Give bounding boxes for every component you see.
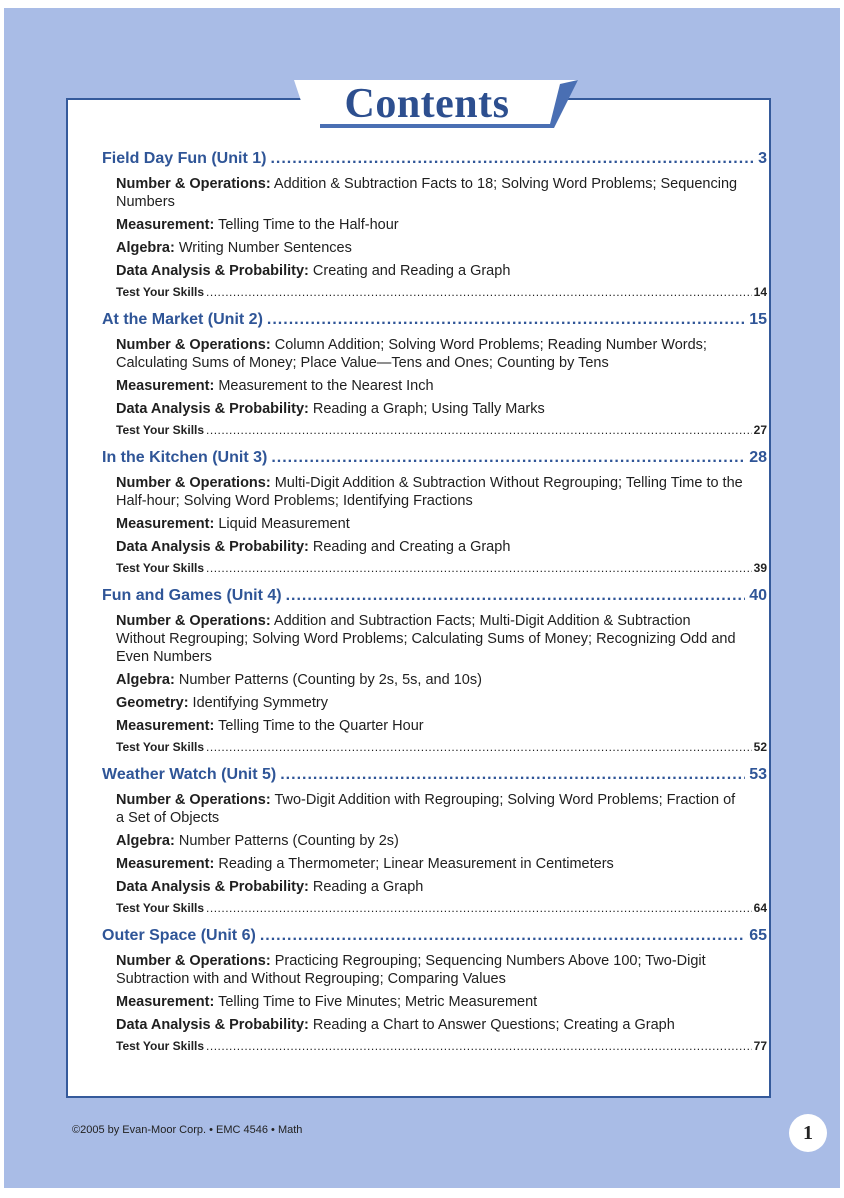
topic-text: Telling Time to Five Minutes; Metric Measurement — [214, 994, 538, 1010]
topic-label: Data Analysis & Probability: — [116, 879, 309, 895]
test-label: Test Your Skills — [116, 1039, 205, 1053]
dot-leader — [286, 587, 746, 605]
topic-line — [116, 474, 743, 510]
dot-leader — [206, 561, 752, 575]
topic-line — [116, 694, 743, 712]
topic-label: Algebra: — [116, 672, 175, 688]
topic-text: Multi-Digit Addition & Subtraction Without Regrouping; Telling Time to the Half-hour; Solving Word Problems; Identifying Fractions — [116, 475, 743, 509]
test-page-number: 52 — [753, 740, 767, 754]
unit-page-number: 65 — [749, 927, 767, 944]
unit-topics — [102, 791, 767, 919]
topic-text: Telling Time to the Quarter Hour — [214, 718, 424, 734]
page-title: Contents — [344, 81, 510, 127]
topic-line — [116, 993, 743, 1011]
topic-label: Measurement: — [116, 718, 215, 734]
topic-line — [116, 612, 743, 666]
unit-title: Outer Space (Unit 6) — [102, 927, 256, 944]
unit-topics — [102, 952, 767, 1057]
topic-label: Data Analysis & Probability: — [116, 539, 309, 555]
unit-heading-line[interactable] — [102, 311, 767, 333]
test-your-skills-line[interactable] — [116, 285, 767, 303]
unit-title: Field Day Fun (Unit 1) — [102, 150, 267, 167]
test-label: Test Your Skills — [116, 561, 205, 575]
topic-label: Algebra: — [116, 833, 175, 849]
unit-entry — [102, 311, 767, 441]
topic-line — [116, 538, 743, 556]
topic-text: Creating and Reading a Graph — [308, 263, 511, 279]
topic-label: Data Analysis & Probability: — [116, 1017, 309, 1033]
test-page-number: 77 — [753, 1039, 767, 1053]
unit-title: Fun and Games (Unit 4) — [102, 587, 282, 604]
topic-label: Algebra: — [116, 240, 175, 256]
topic-text: Practicing Regrouping; Sequencing Numbers Above 100; Two-Digit Subtraction with and Without Regrouping; Comparing Values — [116, 953, 706, 987]
test-page-number: 14 — [753, 285, 767, 299]
dot-leader — [280, 766, 745, 784]
topic-label: Data Analysis & Probability: — [116, 263, 309, 279]
page-number-badge: 1 — [789, 1114, 827, 1152]
dot-leader — [271, 449, 745, 467]
test-your-skills-line[interactable] — [116, 1039, 767, 1057]
unit-topics — [102, 175, 767, 303]
unit-title: Weather Watch (Unit 5) — [102, 766, 277, 783]
topic-line — [116, 336, 743, 372]
unit-title: In the Kitchen (Unit 3) — [102, 449, 268, 466]
topic-text: Reading a Graph — [308, 879, 424, 895]
dot-leader — [267, 311, 745, 329]
topic-label: Measurement: — [116, 378, 215, 394]
unit-heading-line[interactable] — [102, 449, 767, 471]
unit-topics — [102, 474, 767, 579]
test-label: Test Your Skills — [116, 285, 205, 299]
unit-entry — [102, 927, 767, 1057]
topic-line — [116, 855, 743, 873]
topic-line — [116, 262, 743, 280]
topic-label: Number & Operations: — [116, 337, 271, 353]
topic-text: Liquid Measurement — [214, 516, 350, 532]
test-page-number: 27 — [753, 423, 767, 437]
topic-line — [116, 216, 743, 234]
topic-text: Number Patterns (Counting by 2s) — [174, 833, 399, 849]
unit-page-number: 28 — [749, 449, 767, 466]
unit-entry — [102, 587, 767, 758]
topic-text: Number Patterns (Counting by 2s, 5s, and 10s) — [174, 672, 482, 688]
topic-text: Reading a Thermometer; Linear Measurement in Centimeters — [214, 856, 614, 872]
topic-line — [116, 515, 743, 533]
topic-label: Measurement: — [116, 217, 215, 233]
topic-line — [116, 175, 743, 211]
dot-leader — [206, 423, 752, 437]
topic-line — [116, 400, 743, 418]
unit-topics — [102, 336, 767, 441]
topic-text: Telling Time to the Half-hour — [214, 217, 399, 233]
unit-entry — [102, 766, 767, 919]
topic-label: Number & Operations: — [116, 475, 271, 491]
topic-line — [116, 791, 743, 827]
topic-label: Number & Operations: — [116, 953, 271, 969]
unit-heading-line[interactable] — [102, 766, 767, 788]
topic-label: Geometry: — [116, 695, 189, 711]
test-label: Test Your Skills — [116, 423, 205, 437]
topic-line — [116, 377, 743, 395]
topic-line — [116, 717, 743, 735]
unit-title: At the Market (Unit 2) — [102, 311, 263, 328]
topic-text: Addition and Subtraction Facts; Multi-Digit Addition & Subtraction Without Regrouping; Solving Word Problems; Calculating Sums of Money; Recognizing Odd and Even Numbers — [116, 613, 736, 665]
dot-leader — [270, 150, 754, 168]
topic-text: Column Addition; Solving Word Problems; Reading Number Words; Calculating Sums of Money; Place Value—Tens and Ones; Counting by Tens — [116, 337, 707, 371]
contents-banner — [292, 78, 580, 134]
topic-label: Data Analysis & Probability: — [116, 401, 309, 417]
unit-entry — [102, 449, 767, 579]
topic-text: Writing Number Sentences — [174, 240, 352, 256]
test-your-skills-line[interactable] — [116, 561, 767, 579]
dot-leader — [206, 1039, 752, 1053]
topic-text: Reading a Graph; Using Tally Marks — [308, 401, 545, 417]
dot-leader — [206, 740, 752, 754]
unit-page-number: 3 — [758, 150, 767, 167]
topic-label: Number & Operations: — [116, 176, 271, 192]
dot-leader — [206, 901, 752, 915]
table-of-contents — [102, 150, 767, 1065]
test-your-skills-line[interactable] — [116, 901, 767, 919]
test-page-number: 64 — [753, 901, 767, 915]
topic-line — [116, 832, 743, 850]
topic-text: Measurement to the Nearest Inch — [214, 378, 434, 394]
test-your-skills-line[interactable] — [116, 740, 767, 758]
topic-label: Measurement: — [116, 856, 215, 872]
topic-text: Reading a Chart to Answer Questions; Creating a Graph — [308, 1017, 675, 1033]
unit-entry — [102, 150, 767, 303]
test-label: Test Your Skills — [116, 740, 205, 754]
topic-label: Number & Operations: — [116, 792, 271, 808]
topic-line — [116, 671, 743, 689]
topic-label: Measurement: — [116, 516, 215, 532]
test-label: Test Your Skills — [116, 901, 205, 915]
unit-topics — [102, 612, 767, 758]
unit-heading-line[interactable] — [102, 927, 767, 949]
topic-text: Two-Digit Addition with Regrouping; Solving Word Problems; Fraction of a Set of Objects — [116, 792, 736, 826]
unit-page-number: 53 — [749, 766, 767, 783]
unit-heading-line[interactable] — [102, 150, 767, 172]
topic-text: Reading and Creating a Graph — [308, 539, 511, 555]
topic-line — [116, 1016, 743, 1034]
topic-line — [116, 878, 743, 896]
topic-text: Identifying Symmetry — [188, 695, 328, 711]
unit-page-number: 15 — [749, 311, 767, 328]
unit-page-number: 40 — [749, 587, 767, 604]
copyright-footer: ©2005 by Evan-Moor Corp. • EMC 4546 • Math — [72, 1124, 303, 1136]
topic-label: Number & Operations: — [116, 613, 271, 629]
topic-line — [116, 952, 743, 988]
test-your-skills-line[interactable] — [116, 423, 767, 441]
dot-leader — [206, 285, 752, 299]
topic-line — [116, 239, 743, 257]
test-page-number: 39 — [753, 561, 767, 575]
topic-label: Measurement: — [116, 994, 215, 1010]
topic-text: Addition & Subtraction Facts to 18; Solving Word Problems; Sequencing Numbers — [116, 176, 738, 210]
dot-leader — [260, 927, 745, 945]
unit-heading-line[interactable] — [102, 587, 767, 609]
